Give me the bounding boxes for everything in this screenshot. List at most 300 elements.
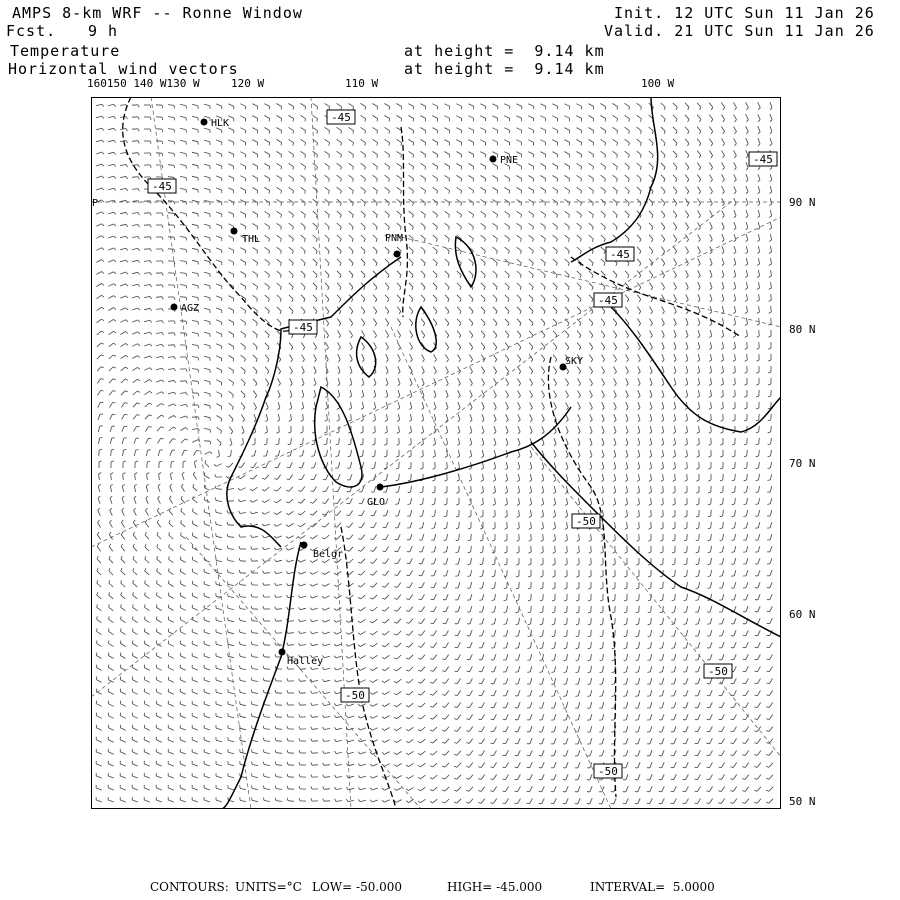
wind-barb: [350, 378, 352, 384]
wind-barb: [530, 462, 532, 468]
wind-barb: [373, 259, 377, 263]
wind-barb-flag: [723, 132, 725, 134]
wind-barb-flag: [150, 129, 151, 132]
wind-barb: [109, 355, 114, 359]
wind-barb: [301, 247, 306, 251]
wind-barb-flag: [709, 396, 712, 398]
wind-barb: [674, 402, 676, 408]
wind-barb: [409, 151, 414, 154]
wind-barb-flag: [699, 119, 701, 122]
wind-barb-flag: [322, 573, 324, 575]
wind-barb-flag: [698, 300, 700, 302]
wind-barb: [169, 499, 172, 504]
wind-barb: [204, 308, 210, 310]
wind-barb: [97, 583, 101, 587]
wind-barb: [673, 235, 676, 240]
wind-barb: [625, 235, 629, 239]
wind-barb-flag: [592, 299, 593, 302]
wind-barb: [710, 294, 712, 300]
wind-barb-flag: [456, 528, 459, 529]
wind-barb: [349, 235, 353, 239]
wind-barb-flag: [114, 104, 116, 107]
wind-barb-flag: [460, 251, 461, 254]
wind-barb-flag: [377, 179, 378, 182]
wind-barb: [673, 223, 676, 228]
map-panel: [91, 97, 781, 809]
wind-barb-flag: [497, 191, 498, 194]
wind-barb: [578, 474, 580, 480]
wind-barb: [698, 270, 701, 275]
wind-barb-flag: [696, 528, 699, 529]
wind-barb: [409, 331, 412, 336]
wind-barb: [576, 104, 581, 107]
wind-barb: [685, 175, 689, 180]
wind-barb-flag: [310, 620, 312, 622]
wind-barb-flag: [198, 334, 199, 337]
wind-barb: [314, 378, 316, 384]
wind-barb: [300, 584, 306, 586]
wind-barb-flag: [521, 227, 522, 230]
wind-barb-flag: [506, 408, 508, 410]
wind-barb-flag: [174, 153, 175, 156]
wind-barb: [372, 104, 377, 107]
wind-barb: [494, 462, 495, 468]
wind-barb: [228, 584, 234, 585]
wind-barb: [470, 618, 472, 624]
wind-barb-flag: [350, 360, 352, 362]
wind-barb: [722, 222, 724, 227]
wind-barb-flag: [580, 299, 581, 302]
wind-barb-flag: [305, 203, 306, 206]
wind-barb-flag: [386, 360, 388, 362]
wind-barb-flag: [743, 528, 746, 529]
wind-barb: [289, 499, 293, 503]
wind-barb: [109, 595, 114, 599]
wind-barb-flag: [696, 492, 699, 493]
init-time: Init. 12 UTC Sun 11 Jan 26: [614, 4, 875, 22]
wind-barb-flag: [310, 526, 313, 527]
wind-barb-flag: [329, 131, 330, 134]
wind-barb: [747, 486, 748, 492]
wind-barb: [458, 378, 461, 383]
wind-barb: [747, 498, 748, 504]
wind-barb-flag: [250, 523, 252, 526]
wind-barb: [686, 258, 689, 263]
wind-barb-flag: [400, 263, 401, 266]
wind-barb-flag: [744, 420, 747, 421]
wind-barb: [482, 450, 484, 456]
wind-barb: [674, 426, 675, 432]
wind-barb: [480, 116, 485, 118]
wind-barb: [614, 366, 617, 371]
wind-barb: [121, 571, 125, 575]
wind-barb-flag: [412, 275, 413, 278]
wind-barb-flag: [543, 347, 545, 350]
wind-barb-flag: [540, 588, 543, 589]
wind-barb: [146, 510, 149, 515]
wind-barb: [410, 414, 411, 420]
wind-barb-flag: [174, 165, 175, 168]
wind-barb: [241, 475, 246, 479]
wind-barb-flag: [603, 311, 605, 314]
wind-barb: [123, 450, 124, 456]
wind-barb-flag: [461, 179, 462, 182]
wind-barb: [625, 187, 630, 191]
wind-barb-flag: [593, 155, 594, 158]
wind-barb: [471, 534, 472, 540]
wind-barb: [122, 486, 123, 492]
wind-barb: [505, 271, 510, 275]
wind-barb: [120, 308, 125, 310]
wind-barb-flag: [509, 227, 510, 230]
wind-barb: [168, 105, 174, 106]
wind-barb: [301, 139, 306, 142]
wind-barb-flag: [394, 610, 397, 611]
wind-barb: [325, 187, 330, 191]
wind-barb-flag: [649, 528, 652, 529]
wind-barb: [601, 247, 605, 251]
wind-barb-flag: [520, 335, 521, 338]
wind-barb-flag: [157, 568, 158, 571]
wind-barb-flag: [325, 420, 328, 421]
wind-barb: [649, 223, 653, 228]
wind-barb: [614, 414, 616, 420]
wind-barb: [336, 608, 341, 611]
wind-barb-flag: [590, 480, 592, 482]
wind-barb: [434, 606, 437, 611]
wind-barb: [158, 450, 160, 456]
wind-barb-flag: [663, 215, 665, 218]
wind-barb-flag: [745, 264, 748, 266]
wind-barb-flag: [769, 216, 772, 218]
wind-barb: [481, 307, 485, 311]
wind-barb-flag: [304, 263, 305, 266]
wind-barb: [386, 522, 389, 527]
wind-barb: [180, 596, 185, 599]
wind-barb: [277, 235, 282, 239]
wind-barb-flag: [313, 396, 315, 398]
wind-barb-flag: [770, 144, 772, 146]
wind-barb: [204, 212, 210, 214]
wind-barb-flag: [544, 323, 545, 326]
wind-barb-flag: [651, 288, 653, 291]
wind-barb-flag: [214, 464, 216, 466]
wind-barb: [661, 103, 666, 107]
wind-barb-flag: [328, 299, 329, 302]
wind-barb-flag: [280, 311, 281, 314]
wind-barb-flag: [492, 600, 495, 601]
wind-barb-flag: [317, 119, 318, 122]
wind-barb: [301, 283, 305, 287]
wind-barb: [312, 596, 318, 598]
wind-barb-flag: [770, 180, 772, 182]
wind-barb-flag: [590, 408, 592, 410]
wind-barb: [254, 414, 256, 420]
wind-barb: [325, 535, 330, 539]
wind-barb-flag: [602, 408, 604, 410]
wind-barb: [110, 522, 113, 527]
wind-barb: [625, 115, 630, 118]
wind-barb: [180, 620, 185, 623]
wind-barb-flag: [566, 456, 568, 458]
wind-barb: [541, 355, 545, 360]
lon-label-120: 120 W: [231, 77, 265, 90]
wind-barb: [637, 175, 641, 179]
wind-barb: [253, 259, 258, 262]
wind-barb-flag: [348, 444, 351, 445]
wind-barb-flag: [732, 492, 735, 493]
wind-barb: [613, 187, 618, 191]
wind-barb-flag: [389, 191, 390, 194]
wind-barb-flag: [300, 444, 303, 445]
wind-barb-flag: [264, 444, 267, 445]
wind-barb: [613, 175, 618, 179]
wind-barb-flag: [710, 288, 712, 290]
wind-barb-flag: [746, 144, 748, 146]
wind-barb: [601, 271, 605, 275]
wind-barb-flag: [624, 612, 627, 613]
wind-barb-flag: [449, 227, 450, 230]
wind-barb-flag: [150, 213, 151, 216]
wind-barb: [240, 152, 245, 155]
wind-barb-flag: [114, 140, 116, 143]
wind-barb: [132, 189, 138, 190]
wind-barb: [373, 583, 377, 587]
wind-barb-flag: [370, 598, 373, 599]
wind-barb: [337, 535, 341, 539]
wind-barb: [601, 211, 606, 215]
wind-barb-flag: [734, 252, 736, 254]
wind-barb-flag: [769, 240, 772, 242]
wind-barb-flag: [528, 564, 531, 565]
wind-barb: [625, 199, 629, 203]
wind-barb-flag: [492, 564, 495, 565]
wind-barb: [385, 595, 389, 599]
wind-barb-flag: [353, 179, 354, 182]
wind-barb: [651, 510, 652, 516]
wind-barb: [373, 163, 378, 166]
wind-barb: [553, 283, 557, 287]
wind-barb: [529, 211, 534, 214]
wind-barb: [204, 272, 210, 274]
wind-barb: [264, 104, 269, 107]
wind-barb-flag: [732, 528, 735, 529]
wind-barb-flag: [447, 335, 449, 338]
wind-barb-flag: [448, 287, 449, 290]
wind-barb-flag: [769, 228, 772, 230]
wind-barb-flag: [358, 562, 361, 563]
wind-barb: [554, 510, 555, 516]
wind-barb-flag: [508, 263, 509, 266]
wind-barb-flag: [401, 119, 402, 122]
wind-barb: [434, 366, 437, 371]
wind-barb-flag: [362, 360, 364, 362]
wind-barb: [758, 270, 759, 276]
wind-barb: [470, 438, 472, 444]
wind-barb: [109, 607, 114, 611]
wind-barb-flag: [545, 191, 546, 194]
wind-barb-flag: [638, 360, 640, 362]
wind-barb-flag: [734, 168, 736, 170]
wind-barb-flag: [292, 299, 293, 302]
wind-barb-flag: [684, 492, 687, 493]
wind-barb: [555, 522, 556, 528]
wind-barb-flag: [257, 287, 258, 290]
wind-barb: [301, 271, 305, 275]
wind-barb: [675, 594, 676, 600]
wind-barb: [398, 498, 399, 504]
wind-barb-flag: [648, 540, 651, 541]
wind-barb: [290, 366, 293, 371]
wind-barb-flag: [496, 287, 497, 290]
wind-barb-flag: [365, 131, 366, 134]
wind-barb: [589, 223, 594, 227]
wind-barb-flag: [602, 420, 604, 422]
wind-barb-flag: [137, 403, 140, 404]
wind-barb-flag: [636, 564, 639, 565]
wind-barb-flag: [661, 420, 663, 422]
wind-barb: [552, 140, 557, 143]
wind-barb: [144, 296, 150, 297]
wind-barb-flag: [364, 251, 365, 254]
wind-barb-flag: [664, 179, 665, 182]
wind-barb: [253, 295, 258, 298]
wind-barb-flag: [182, 472, 184, 474]
wind-barb: [121, 367, 126, 371]
wind-barb-flag: [650, 348, 652, 350]
wind-barb: [122, 498, 124, 504]
wind-barb-flag: [484, 263, 485, 266]
wind-barb: [169, 559, 174, 562]
wind-barb: [447, 522, 448, 528]
wind-barb-flag: [540, 600, 543, 601]
wind-barb: [650, 402, 652, 408]
wind-barb-flag: [412, 263, 413, 266]
wind-barb-flag: [629, 107, 630, 110]
wind-barb-flag: [566, 420, 568, 422]
wind-barb: [626, 462, 628, 468]
wind-barb: [240, 248, 245, 251]
wind-barb-flag: [482, 432, 484, 434]
wind-barb-flag: [360, 456, 363, 457]
wind-barb-flag: [485, 179, 486, 182]
wind-barb: [96, 164, 102, 166]
wind-barb: [96, 248, 101, 251]
wind-barb-flag: [174, 357, 175, 360]
wind-barb-flag: [322, 503, 325, 504]
wind-barb: [480, 187, 485, 190]
wind-barb-flag: [372, 456, 375, 457]
wind-barb-flag: [676, 107, 677, 110]
wind-barb-flag: [370, 621, 373, 623]
wind-barb-flag: [146, 508, 148, 510]
wind-barb: [686, 330, 688, 336]
wind-barb: [637, 307, 640, 312]
wind-barb: [710, 330, 712, 336]
wind-barb-flag: [269, 167, 270, 170]
wind-barb: [662, 366, 664, 372]
wind-barb-flag: [336, 444, 339, 445]
wind-barb: [302, 450, 304, 456]
wind-barb: [325, 103, 330, 106]
wind-barb-flag: [637, 540, 640, 541]
wind-barb-flag: [769, 276, 772, 277]
wind-barb: [445, 187, 450, 190]
wind-barb-flag: [650, 432, 652, 434]
wind-barb: [303, 414, 304, 420]
wind-barb: [276, 116, 281, 119]
wind-barb-flag: [552, 624, 555, 625]
wind-barb: [480, 164, 485, 167]
wind-barb-flag: [316, 251, 317, 254]
wind-barb-flag: [198, 322, 199, 325]
wind-barb: [108, 200, 114, 202]
wind-barb-flag: [444, 492, 447, 493]
wind-barb-flag: [420, 504, 423, 505]
wind-barb-flag: [291, 347, 293, 350]
wind-barb: [229, 367, 234, 370]
wind-barb: [710, 234, 713, 239]
wind-barb-flag: [449, 179, 450, 182]
wind-barb-flag: [186, 333, 187, 336]
wind-barb-flag: [697, 360, 699, 362]
wind-barb: [482, 462, 483, 468]
wind-barb: [301, 211, 306, 215]
wind-barb: [699, 570, 700, 576]
wind-barb: [97, 367, 101, 372]
wind-barb: [409, 295, 413, 300]
wind-barb-flag: [746, 240, 748, 242]
wind-barb: [110, 486, 111, 492]
wind-barb: [758, 114, 760, 119]
wind-barb: [590, 462, 592, 468]
wind-barb: [422, 414, 423, 420]
wind-barb: [216, 332, 222, 334]
wind-barb-flag: [458, 420, 460, 422]
wind-barb: [361, 139, 366, 142]
wind-barb: [482, 414, 484, 420]
wind-barb-flag: [341, 191, 342, 194]
wind-barb: [121, 559, 125, 563]
wind-barb: [350, 498, 353, 503]
wind-barb: [110, 498, 112, 504]
wind-barb-flag: [198, 274, 199, 277]
wind-barb-flag: [649, 492, 652, 494]
wind-barb-flag: [697, 384, 700, 386]
wind-barb-flag: [162, 297, 163, 300]
wind-barb: [517, 379, 520, 384]
wind-barb: [457, 187, 462, 190]
wind-barb: [135, 474, 136, 480]
wind-barb: [673, 127, 677, 131]
wind-barb-flag: [519, 384, 521, 386]
wind-barb: [301, 307, 305, 312]
wind-barb-flag: [353, 155, 354, 158]
wind-barb-flag: [376, 263, 377, 266]
wind-barb-flag: [138, 105, 139, 108]
wind-barb-flag: [449, 167, 450, 170]
wind-barb-flag: [352, 215, 353, 218]
wind-barb-flag: [114, 331, 117, 333]
wind-barb: [481, 235, 486, 239]
wind-barb-flag: [251, 594, 252, 597]
wind-barb-flag: [615, 336, 617, 339]
wind-barb: [132, 272, 138, 273]
lat-label-50: 50 N: [789, 795, 816, 808]
wind-barb: [264, 140, 269, 143]
wind-barb-flag: [541, 492, 543, 494]
wind-barb: [337, 235, 341, 239]
